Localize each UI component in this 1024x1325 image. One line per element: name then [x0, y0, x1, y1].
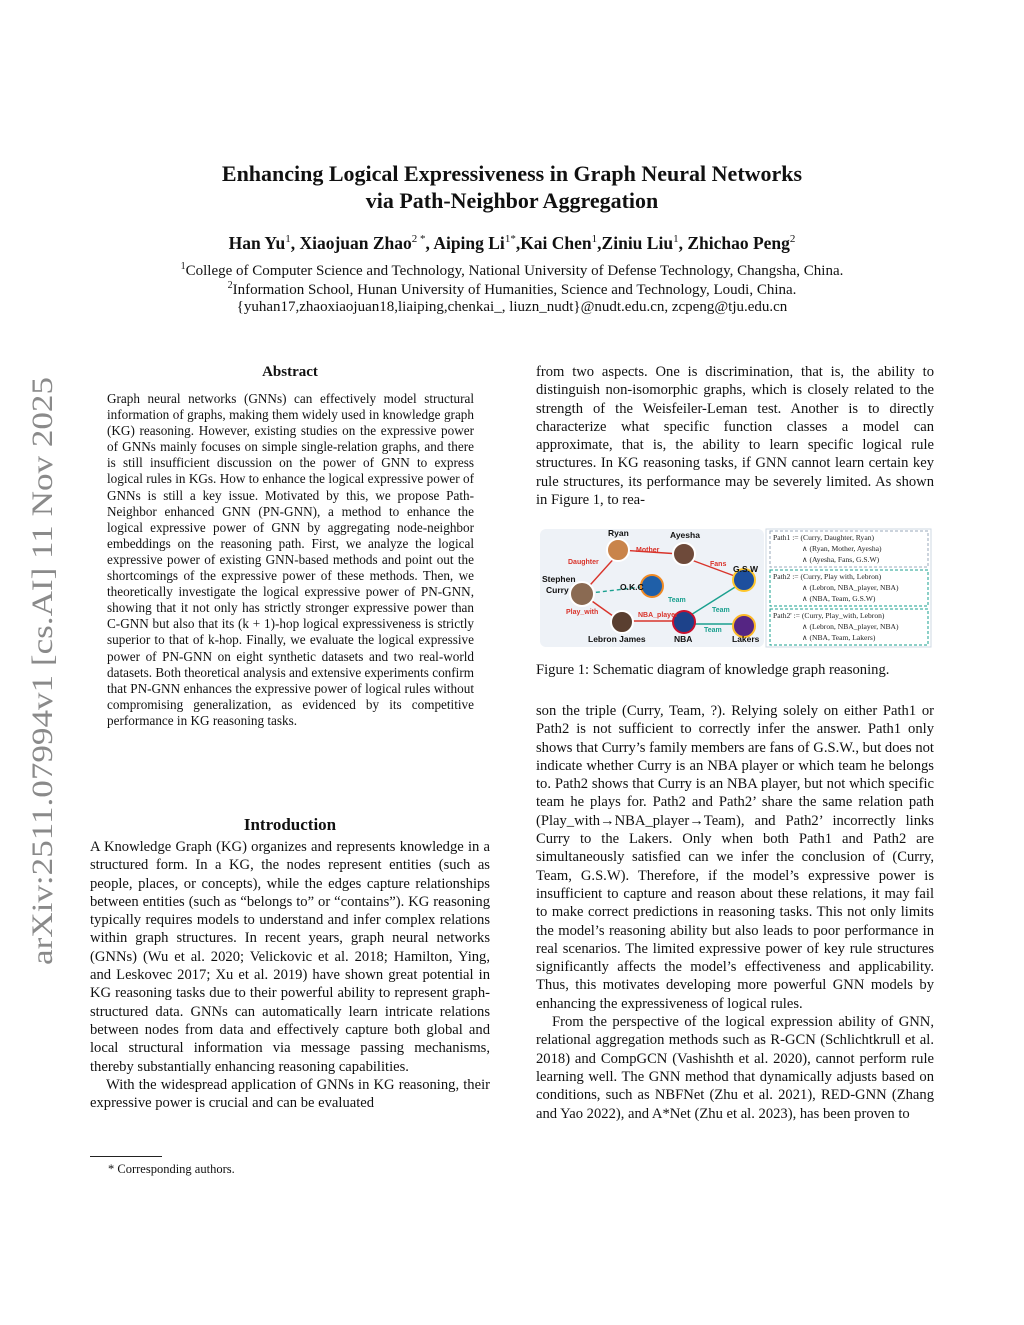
- arxiv-stamp: [20, 375, 62, 965]
- author-sup: 1: [591, 233, 598, 246]
- edge-label-team-3: Team: [704, 627, 722, 634]
- author-sep: ,: [678, 233, 688, 253]
- affil-sup: 2: [227, 280, 233, 291]
- intro-paragraph-1: A Knowledge Graph (KG) organizes and represents knowledge in a structured form. In a KG, the nodes represent entities (such as people, places, or concepts), while the edges capture relationships between entities (such as “belongs to” or “contains”). KG reasoning typically requires models to understand and infer complex relations within graph structures. In recent years, graph neural networks (GNNs) (Wu et al. 2020; Velickovic et al. 2018; Hamilton, Ying, and Leskovec 2017; Xu et al. 2019) have shown great potential in KG reasoning tasks due to their powerful ability to represent graph-structured data. GNNs can automatically learn intricate relations between nodes from data and effectively capture both global and local structural information via message passing mechanisms, thereby substantially enhancing reasoning capabilities.: [90, 839, 490, 1075]
- abstract-text: Graph neural networks (GNNs) can effectively model structural information of graphs, making them widely used in knowledge graph (KG) reasoning. However, existing studies on the expressive power of GNNs mainly focuses on simple single-relation graphs, and there is still insufficient discussion on the power of GNN to express logical rules in KGs. How to enhance the logical expressive power of GNNs is still a key issue. Motivated by this, we propose Path-Neighbor enhanced GNN (PN-GNN), a method to enhance the logical expressive power of GNN by aggregating node-neighbor embeddings on the reasoning path. First, we analyze the logical expressive power of existing GNN-based methods and point out the shortcomings of the expressive power of these methods. Then, we theoretically investigate the logical expressive power of PN-GNN, showing that it not only has strictly stronger expressive power than C-GNN but also that its (k + 1)-hop logical expressiveness is strictly superior to that of k-hop. Finally, we evaluate the logical expressive power of PN-GNN on eight synthetic datasets and two real-world datasets. Both theoretical analysis and extensive experiments confirm that PN-GNN enhances the expressive power of logical rules without compromising generalization, as evidenced by its competitive performance in KG reasoning tasks.: [107, 391, 474, 728]
- rule-2-line-2: ∧ (Lebron, NBA_player, NBA): [802, 583, 899, 592]
- title-line-2: via Path-Neighbor Aggregation: [365, 188, 659, 213]
- label-stephen: Stephen: [542, 574, 576, 584]
- figure-1-caption: Figure 1: Schematic diagram of knowledge graph reasoning.: [536, 662, 890, 678]
- edge-label-play-with: Play_with: [566, 609, 599, 616]
- edge-label-daughter: Daughter: [568, 559, 599, 566]
- author-sup: 1*: [504, 233, 516, 246]
- right-paragraph-3: From the perspective of the logical expression ability of GNN, relational aggregation methods such as R-GCN (Schlichtkrull et al. 2018) and CompGCN (Vashishth et al. 2020), cannot perform rule learning well. The GNN method that dynamically adjusts based on conditions, such as NBFNet (Zhu et al. 2021), RED-GNN (Zhang and Yao 2022), and A*Net (Zhu et al. 2023), has been proven to: [536, 1014, 934, 1122]
- author-sup: 1: [285, 233, 291, 246]
- author-sup: 2 *: [411, 233, 426, 246]
- edge-label-team-2: Team: [712, 607, 730, 614]
- author-name: Ziniu Liu: [601, 233, 674, 253]
- affil-text: College of Computer Science and Technology, National University of Defense Technology, Changsha, China.: [185, 263, 844, 279]
- label-ayesha: Ayesha: [670, 530, 700, 540]
- node-okc: [641, 575, 663, 597]
- rule-2-head: Path2 := (Curry, Play with, Lebron): [773, 572, 882, 581]
- author-sup: 2: [789, 233, 796, 246]
- author-sep: ,: [290, 233, 300, 253]
- author-emails: {yuhan17,zhaoxiaojuan18,liaiping,chenkai_, liuzn_nudt}@nudt.edu.cn, zcpeng@tju.edu.cn: [236, 299, 788, 315]
- arxiv-stamp-text: arXiv:2511.07994v1 [cs.AI] 11 Nov 2025: [27, 470, 59, 965]
- abstract-heading: Abstract: [262, 364, 318, 380]
- intro-column: [90, 838, 490, 1112]
- paper-title: [0, 160, 1024, 214]
- label-ryan: Ryan: [608, 528, 629, 538]
- figure-1: [540, 526, 933, 649]
- label-gsw: G.S.W: [733, 564, 759, 574]
- rule-1-line-2: ∧ (Ryan, Mother, Ayesha): [802, 544, 882, 553]
- author-sep: ,: [425, 233, 434, 253]
- edge-label-nba-player: NBA_player: [638, 612, 678, 619]
- label-curry: Curry: [546, 585, 569, 595]
- label-nba: NBA: [674, 634, 693, 644]
- rule-1-head: Path1 := (Curry, Daughter, Ryan): [773, 533, 875, 542]
- right-paragraph-2: son the triple (Curry, Team, ?). Relying solely on either Path1 or Path2 is not sufficient to correctly infer the answer. Path1 only shows that Curry’s family members are fans of G.S.W., but does not indicate whether Curry is an NBA player or which team he belongs to. Path2 shows that Curry is an NBA player, but not which specific team he plays for. Path2 and Path2’ share the same relation path (Play_with→NBA_player→Team), and Path2’ incorrectly links Curry to the Lakers. Only when both Path1 and Path2 are simultaneously satisfied can we infer the conclusion of (Curry, Team, G.S.W). Therefore, if the model’s expressive power is insufficient to capture and reason about these relations, it may fail to make correct predictions in reasoning tasks. This not only limits the model’s reasoning ability but also leads to poor performance in real scenarios. The limited expressive power of key rule structures significantly affects the model’s effectiveness and applicability. Thus, this motivates developing more powerful GNN models by enhancing the expressiveness of logical rules.: [536, 703, 934, 1012]
- edge-label-mother: Mother: [636, 547, 660, 554]
- affil-text: Information School, Hunan University of Humanities, Science and Technology, Loudi, China.: [232, 282, 797, 298]
- author-name: Han Yu: [228, 233, 286, 253]
- section-heading-introduction: Introduction: [243, 815, 337, 834]
- author-name: Xiaojuan Zhao: [299, 233, 412, 253]
- rule-3-line-3: ∧ (NBA, Team, Lakers): [802, 633, 876, 642]
- rule-3-line-2: ∧ (Lebron, NBA_player, NBA): [802, 622, 899, 631]
- right-paragraph-1: from two aspects. One is discrimination, that is, the ability to distinguish non-isomorphic graphs, which is closely related to the strength of the Weisfeiler-Leman test. Another is to directly characterize what specific function classes a model can approximate, that is, the ability to learn specific logical rule structures. In KG reasoning tasks, if GNN cannot learn certain key rule structures, its performance may be severely limited. As shown in Figure 1, to rea-: [536, 364, 934, 509]
- rule-2-line-3: ∧ (NBA, Team, G.S.W): [802, 594, 876, 603]
- title-line-1: Enhancing Logical Expressiveness in Graph Neural Networks: [221, 161, 803, 186]
- author-name: Kai Chen: [520, 233, 592, 253]
- rule-1-line-3: ∧ (Ayesha, Fans, G.S.W): [802, 555, 880, 564]
- affiliation-1: [0, 261, 1024, 280]
- edge-label-fans: Fans: [710, 561, 727, 568]
- author-sep: ,: [597, 233, 602, 253]
- node-ryan: [607, 539, 629, 561]
- author-name: Zhichao Peng: [687, 233, 790, 253]
- author-list: [0, 233, 1024, 254]
- affil-sup: 1: [180, 261, 186, 272]
- right-column-continued: [536, 702, 934, 1123]
- label-lakers: Lakers: [732, 634, 760, 644]
- label-lebron: Lebron James: [588, 634, 646, 644]
- affiliation-2: [0, 280, 1024, 299]
- node-lebron: [611, 611, 633, 633]
- footnote-rule: [90, 1156, 162, 1157]
- node-curry: [570, 582, 594, 606]
- label-okc: O.K.C: [620, 582, 644, 592]
- rule-3-head: Path2' := (Curry, Play_with, Lebron): [773, 611, 885, 620]
- author-sup: 1: [673, 233, 679, 246]
- author-sep: ,: [515, 233, 521, 253]
- edge-label-team-1: Team: [668, 597, 686, 604]
- node-ayesha: [673, 543, 695, 565]
- author-name: Aiping Li: [433, 233, 505, 253]
- footnote: * Corresponding authors.: [108, 1162, 235, 1176]
- intro-paragraph-2: With the widespread application of GNNs in KG reasoning, their expressive power is crucial and can be evaluated: [90, 1076, 490, 1112]
